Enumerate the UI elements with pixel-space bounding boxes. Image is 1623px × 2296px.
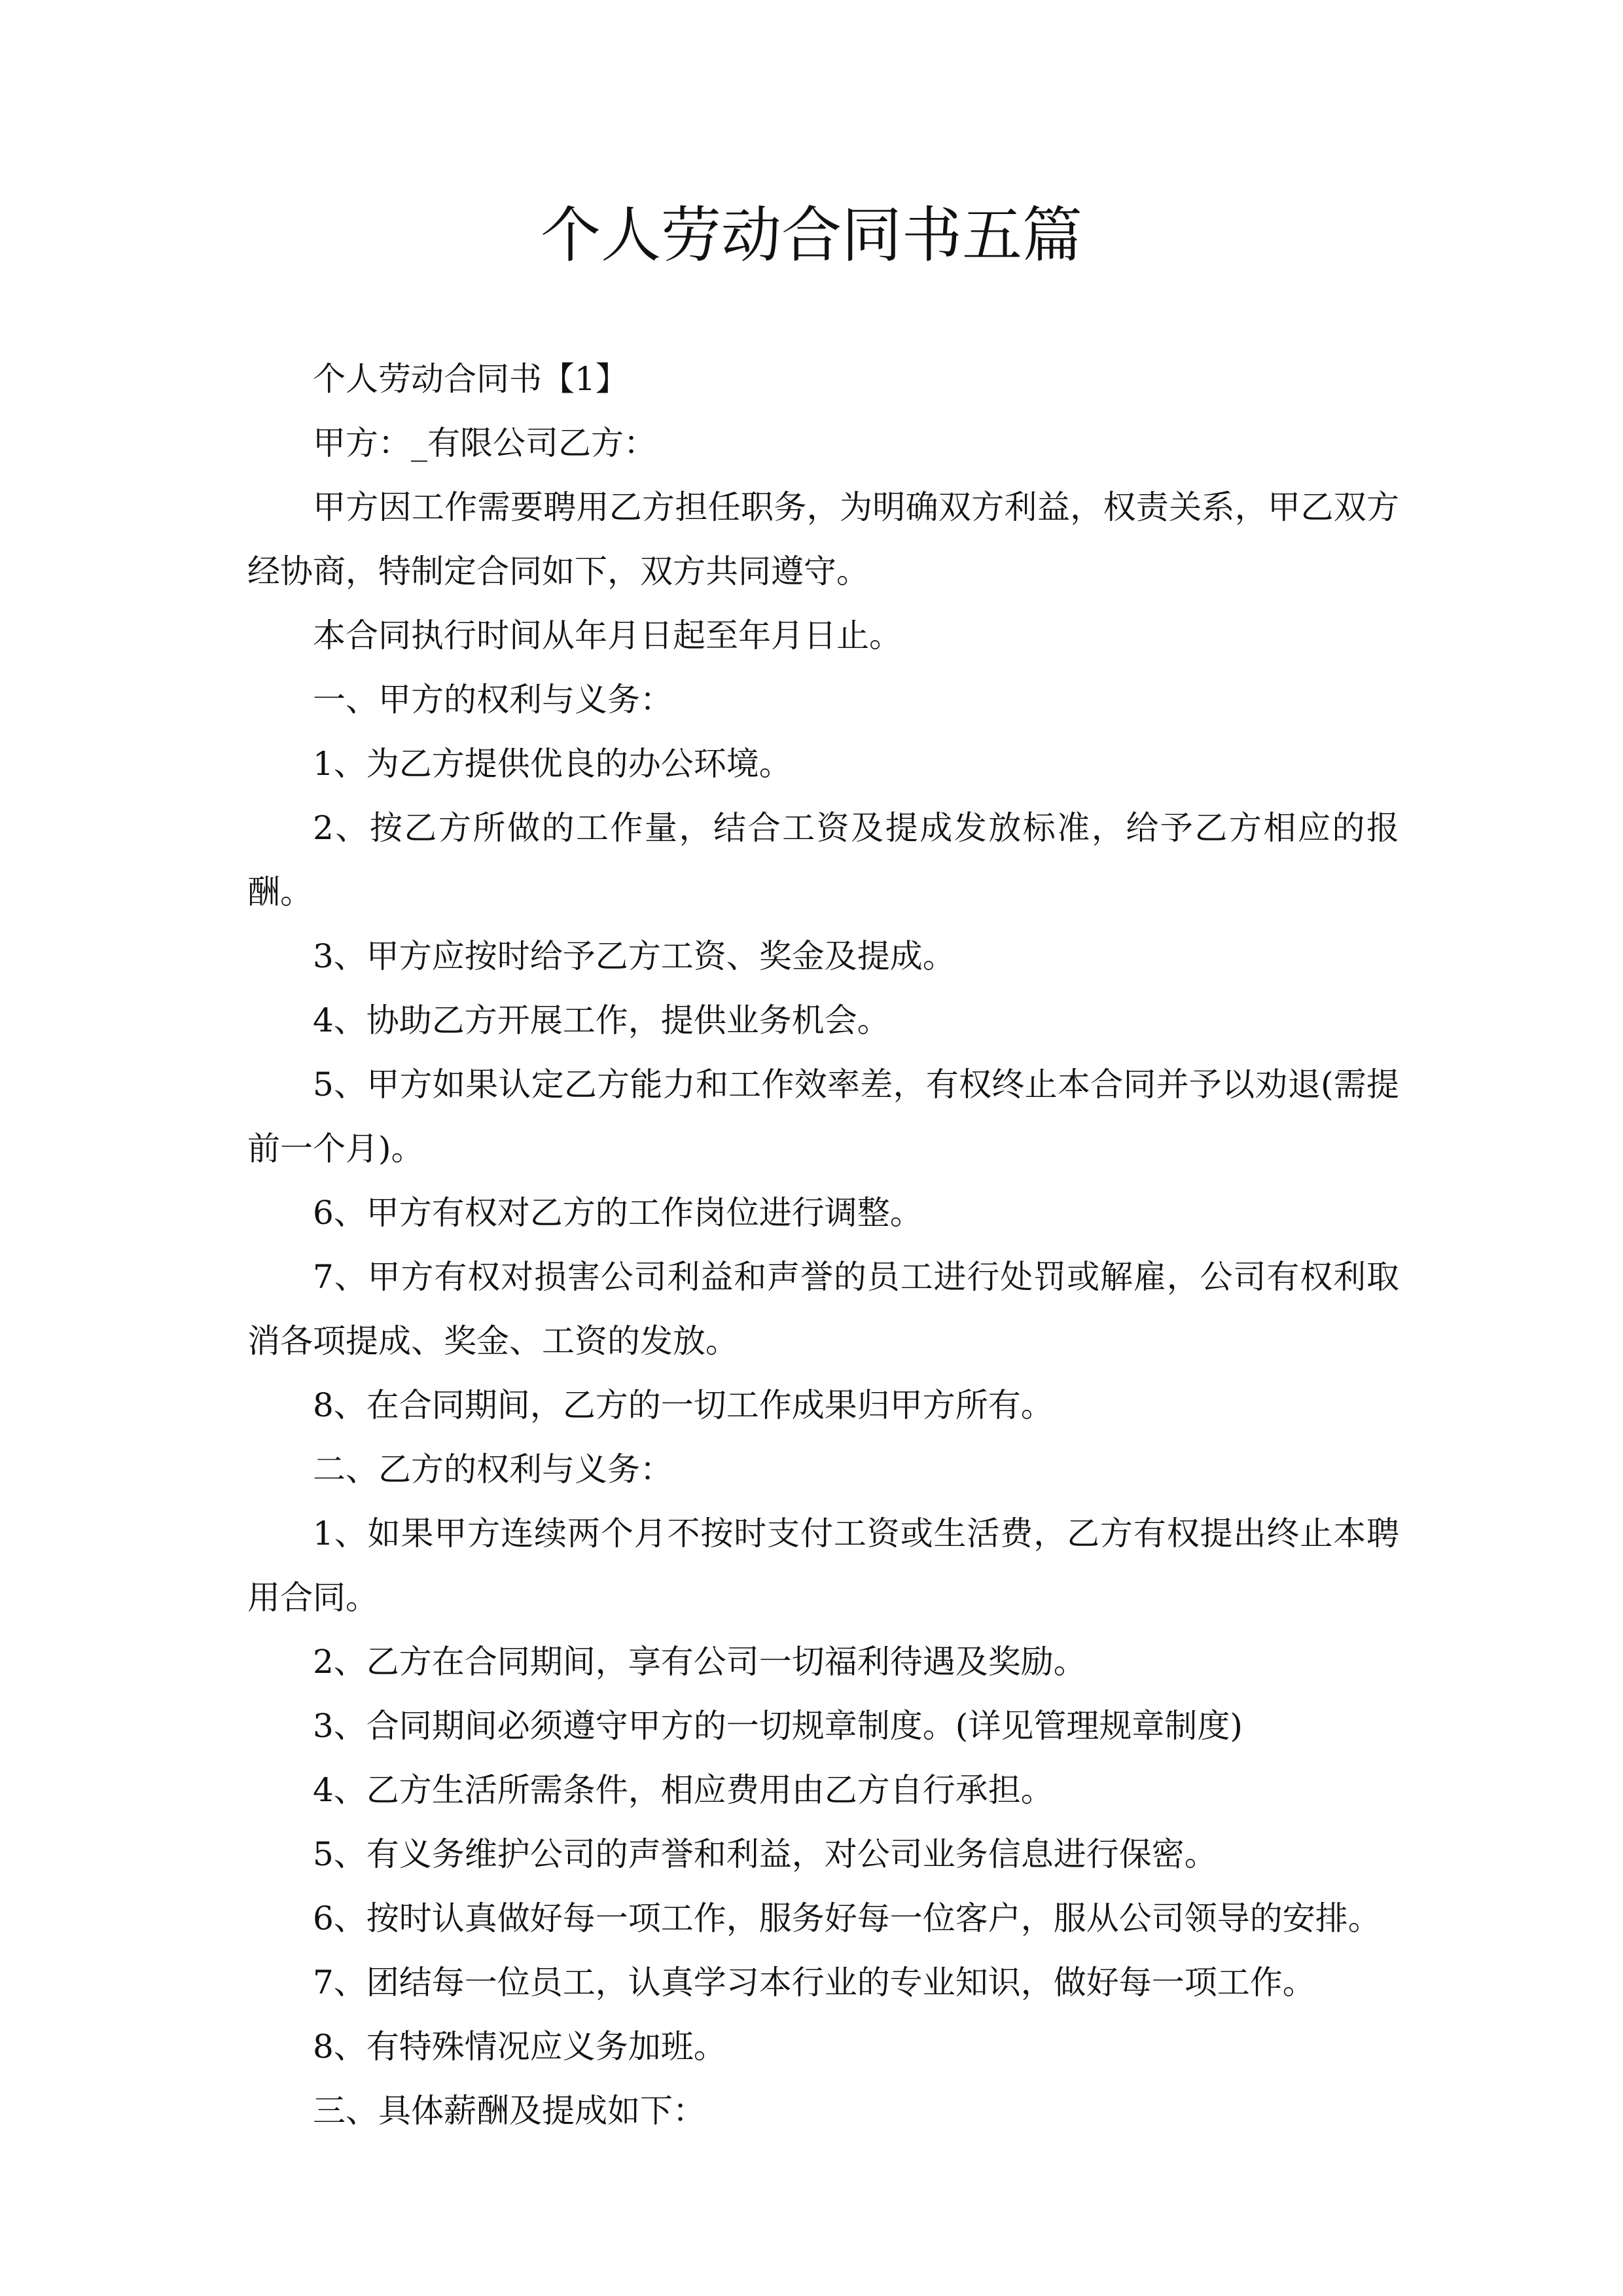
paragraph: 5、有义务维护公司的声誉和利益，对公司业务信息进行保密。 <box>313 1835 1217 1873</box>
paragraph: 2、按乙方所做的工作量，结合工资及提成发放标准，给予乙方相应的报酬。 <box>247 809 1399 911</box>
paragraph: 甲方因工作需要聘用乙方担任职务，为明确双方利益，权责关系，甲乙双方经协商，特制定合同如下，双方共同遵守。 <box>247 488 1399 590</box>
paragraph: 4、乙方生活所需条件，相应费用由乙方自行承担。 <box>313 1771 1054 1809</box>
paragraph: 1、为乙方提供优良的办公环境。 <box>313 745 792 783</box>
paragraph: 8、有特殊情况应义务加班。 <box>313 2028 726 2066</box>
paragraph: 甲方：_有限公司乙方： <box>313 424 656 462</box>
paragraph: 3、甲方应按时给予乙方工资、奖金及提成。 <box>313 937 955 975</box>
paragraph: 7、团结每一位员工，认真学习本行业的专业知识，做好每一项工作。 <box>313 1964 1315 2001</box>
paragraph: 6、按时认真做好每一项工作，服务好每一位客户，服从公司领导的安排。 <box>313 1899 1381 1937</box>
paragraph: 5、甲方如果认定乙方能力和工作效率差，有权终止本合同并予以劝退(需提前一个月)。 <box>247 1066 1399 1168</box>
paragraph: 8、在合同期间，乙方的一切工作成果归甲方所有。 <box>313 1386 1054 1424</box>
document-title: 个人劳动合同书五篇 <box>540 200 1082 270</box>
paragraph: 个人劳动合同书【1】 <box>313 360 628 398</box>
paragraph: 6、甲方有权对乙方的工作岗位进行调整。 <box>313 1194 923 1232</box>
paragraph: 本合同执行时间从年月日起至年月日止。 <box>313 617 902 655</box>
paragraph: 3、合同期间必须遵守甲方的一切规章制度。(详见管理规章制度) <box>313 1707 1243 1745</box>
paragraph: 一、甲方的权利与义务： <box>313 681 673 719</box>
paragraph: 1、如果甲方连续两个月不按时支付工资或生活费，乙方有权提出终止本聘用合同。 <box>247 1515 1399 1617</box>
paragraph: 7、甲方有权对损害公司利益和声誉的员工进行处罚或解雇，公司有权利取消各项提成、奖金、工资的发放。 <box>247 1258 1399 1360</box>
paragraph: 三、具体薪酬及提成如下： <box>313 2092 705 2130</box>
paragraph: 4、协助乙方开展工作，提供业务机会。 <box>313 1001 890 1039</box>
paragraph: 2、乙方在合同期间，享有公司一切福利待遇及奖励。 <box>313 1643 1086 1681</box>
paragraph: 二、乙方的权利与义务： <box>313 1450 673 1488</box>
document-body <box>247 347 1399 2143</box>
